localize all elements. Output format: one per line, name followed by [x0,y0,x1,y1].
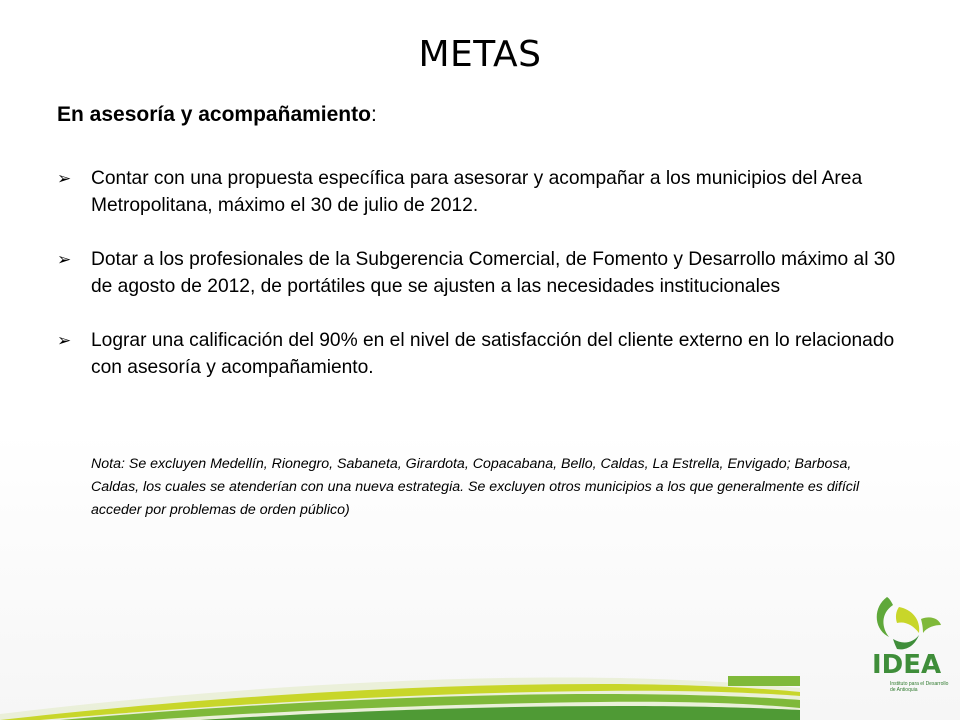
idea-logo-caption: Instituto para el Desarrollo de Antioquia [890,681,949,693]
section-heading-bold: En asesoría y acompañamiento [57,103,371,126]
slide-title: METAS [418,34,542,75]
section-heading-suffix: : [370,103,377,126]
arrow-bullet-icon: ➢ [57,250,72,269]
arrow-bullet-icon: ➢ [57,169,72,188]
green-wave-decoration [0,640,960,720]
goal-text: Contar con una propuesta específica para asesorar y acompañar a los municipios del Area Metropolitana, máximo el 30 de julio de 2012. [91,168,863,216]
arrow-bullet-icon: ➢ [57,331,72,350]
goal-item [57,165,897,219]
goal-text: Dotar a los profesionales de la Subgerencia Comercial, de Fomento y Desarrollo máximo al 30 de agosto de 2012, de portátiles que se ajusten a las necesidades institucionales [91,249,896,297]
goals-list [57,165,897,408]
section-heading [57,103,377,127]
note-text: Nota: Se excluyen Medellín, Rionegro, Sabaneta, Girardota, Copacabana, Bello, Caldas, La Estrella, Envigado; Barbosa, Caldas, los cuales se atenderían con una nueva estrategia. Se excluyen otros municipios a los que generalmente es difícil acceder por problemas de orden público) [91,456,860,518]
goal-item [57,327,897,381]
goal-text: Lograr una calificación del 90% en el nivel de satisfacción del cliente externo en lo relacionado con asesoría y acompañamiento. [91,330,895,378]
idea-logo-word: IDEA [872,650,942,680]
goal-item [57,246,897,300]
